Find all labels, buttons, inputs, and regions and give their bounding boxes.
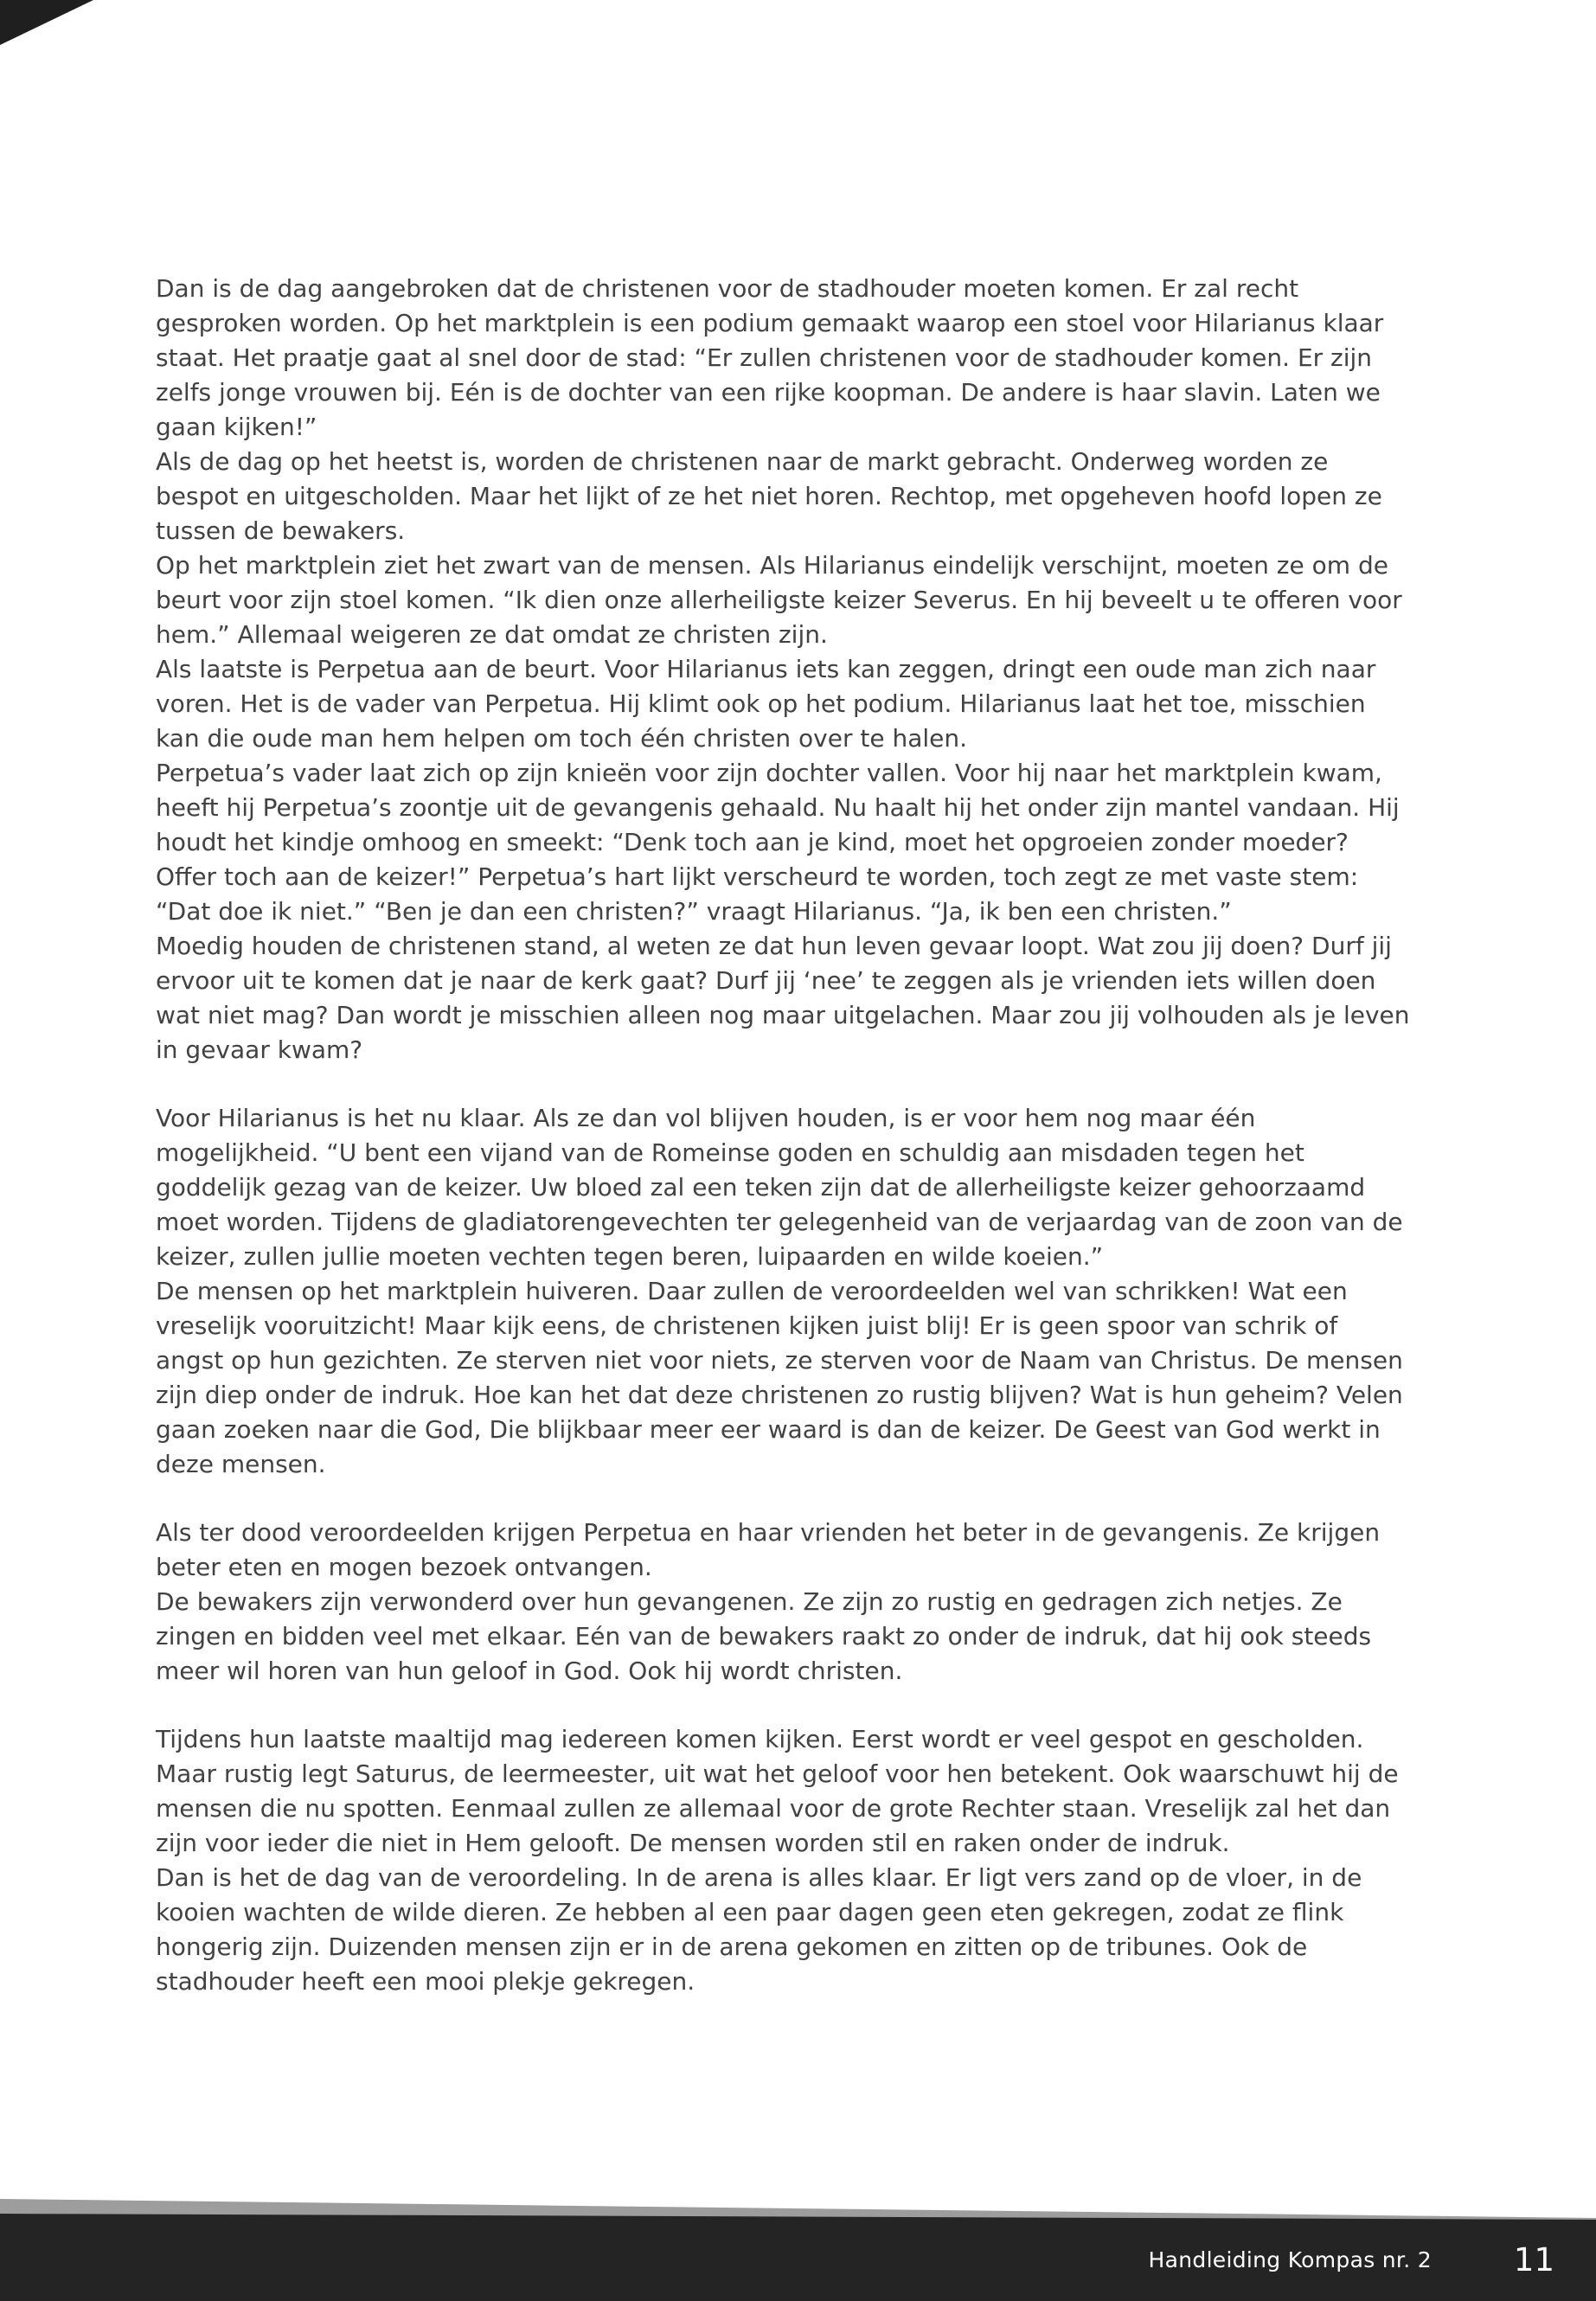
story-text bbox=[156, 272, 1412, 1999]
page-footer bbox=[0, 2197, 1596, 2301]
paragraph-3: Op het marktplein ziet het zwart van de mensen. Als Hilarianus eindelijk verschijnt, moeten ze om de beurt voor zijn stoel komen. “Ik dien onze allerheiligste keizer Severus. En hij beveelt u te offeren voor hem.” Allemaal weigeren ze dat omdat ze christen zijn. bbox=[156, 551, 1402, 649]
paragraph-10: De bewakers zijn verwonderd over hun gevangenen. Ze zijn zo rustig en gedragen zich netjes. Ze zingen en bidden veel met elkaar. Eén van de bewakers raakt zo onder de indruk, dat hij ook steeds meer wil horen van hun geloof in God. Ook hij wordt christen. bbox=[156, 1587, 1372, 1685]
paragraph-8: De mensen op het marktplein huiveren. Daar zullen de veroordeelden wel van schrikken! Wat een vreselijk vooruitzicht! Maar kijk eens, de christenen kijken juist blij! Er is geen spoor van schrik of angst op hun gezichten. Ze sterven niet voor niets, ze sterven voor de Naam van Christus. De mensen zijn diep onder de indruk. Hoe kan het dat deze christenen zo rustig blijven? Wat is hun geheim? Velen gaan zoeken naar die God, Die blijkbaar meer eer waard is dan de keizer. De Geest van God werkt in deze mensen. bbox=[156, 1277, 1403, 1478]
corner-decoration bbox=[0, 0, 93, 45]
page-number: 11 bbox=[1513, 2240, 1554, 2279]
paragraph-9: Als ter dood veroordeelden krijgen Perpetua en haar vrienden het beter in de gevangenis. Ze krijgen beter eten en mogen bezoek ontvangen. bbox=[156, 1518, 1381, 1581]
paragraph-7: Voor Hilarianus is het nu klaar. Als ze dan vol blijven houden, is er voor hem nog maar één mogelijkheid. “U bent een vijand van de Romeinse goden en schuldig aan misdaden tegen het goddelijk gezag van de keizer. Uw bloed zal een teken zijn dat de allerheiligste keizer gehoorzaamd moet worden. Tijdens de gladiatorengevechten ter gelegenheid van de verjaardag van de zoon van de keizer, zullen jullie moeten vechten tegen beren, luipaarden en wilde koeien.” bbox=[156, 1104, 1403, 1271]
paragraph-11: Tijdens hun laatste maaltijd mag iedereen komen kijken. Eerst wordt er veel gespot en gescholden. Maar rustig legt Saturus, de leermeester, uit wat het geloof voor hen betekent. Ook waarschuwt hij de mensen die nu spotten. Eenmaal zullen ze allemaal voor de grote Rechter staan. Vreselijk zal het dan zijn voor ieder die niet in Hem gelooft. De mensen worden stil en raken onder de indruk. bbox=[156, 1725, 1399, 1857]
footer-title: Handleiding Kompas nr. 2 bbox=[1148, 2247, 1432, 2272]
paragraph-1: Dan is de dag aangebroken dat de christenen voor de stadhouder moeten komen. Er zal recht gesproken worden. Op het marktplein is een podium gemaakt waarop een stoel voor Hilarianus klaar staat. Het praatje gaat al snel door de stad: “Er zullen christenen voor de stadhouder komen. Er zijn zelfs jonge vrouwen bij. Eén is de dochter van een rijke koopman. De andere is haar slavin. Laten we gaan kijken!” bbox=[156, 274, 1384, 441]
footer-text bbox=[0, 2218, 1554, 2301]
paragraph-6: Moedig houden de christenen stand, al weten ze dat hun leven gevaar loopt. Wat zou jij doen? Durf jij ervoor uit te komen dat je naar de kerk gaat? Durf jij ‘nee’ te zeggen als je vrienden iets willen doen wat niet mag? Dan wordt je misschien alleen nog maar uitgelachen. Maar zou jij volhouden als je leven in gevaar kwam? bbox=[156, 932, 1410, 1064]
paragraph-5: Perpetua’s vader laat zich op zijn knieën voor zijn dochter vallen. Voor hij naar het marktplein kwam, heeft hij Perpetua’s zoontje uit de gevangenis gehaald. Nu haalt hij het onder zijn mantel vandaan. Hij houdt het kindje omhoog en smeekt: “Denk toch aan je kind, moet het opgroeien zonder moeder? Offer toch aan de keizer!” Perpetua’s hart lijkt verscheurd te worden, toch zegt ze met vaste stem: “Dat doe ik niet.” “Ben je dan een christen?” vraagt Hilarianus. “Ja, ik ben een christen.” bbox=[156, 759, 1400, 926]
paragraph-12: Dan is het de dag van de veroordeling. In de arena is alles klaar. Er ligt vers zand op de vloer, in de kooien wachten de wilde dieren. Ze hebben al een paar dagen geen eten gekregen, zodat ze flink hongerig zijn. Duizenden mensen zijn er in de arena gekomen en zitten op de tribunes. Ook de stadhouder heeft een mooi plekje gekregen. bbox=[156, 1863, 1362, 1996]
paragraph-2: Als de dag op het heetst is, worden de christenen naar de markt gebracht. Onderweg worden ze bespot en uitgescholden. Maar het lijkt of ze het niet horen. Rechtop, met opgeheven hoofd lopen ze tussen de bewakers. bbox=[156, 447, 1382, 545]
paragraph-4: Als laatste is Perpetua aan de beurt. Voor Hilarianus iets kan zeggen, dringt een oude man zich naar voren. Het is de vader van Perpetua. Hij klimt ook op het podium. Hilarianus laat het toe, misschien kan die oude man hem helpen om toch één christen over te halen. bbox=[156, 655, 1376, 753]
